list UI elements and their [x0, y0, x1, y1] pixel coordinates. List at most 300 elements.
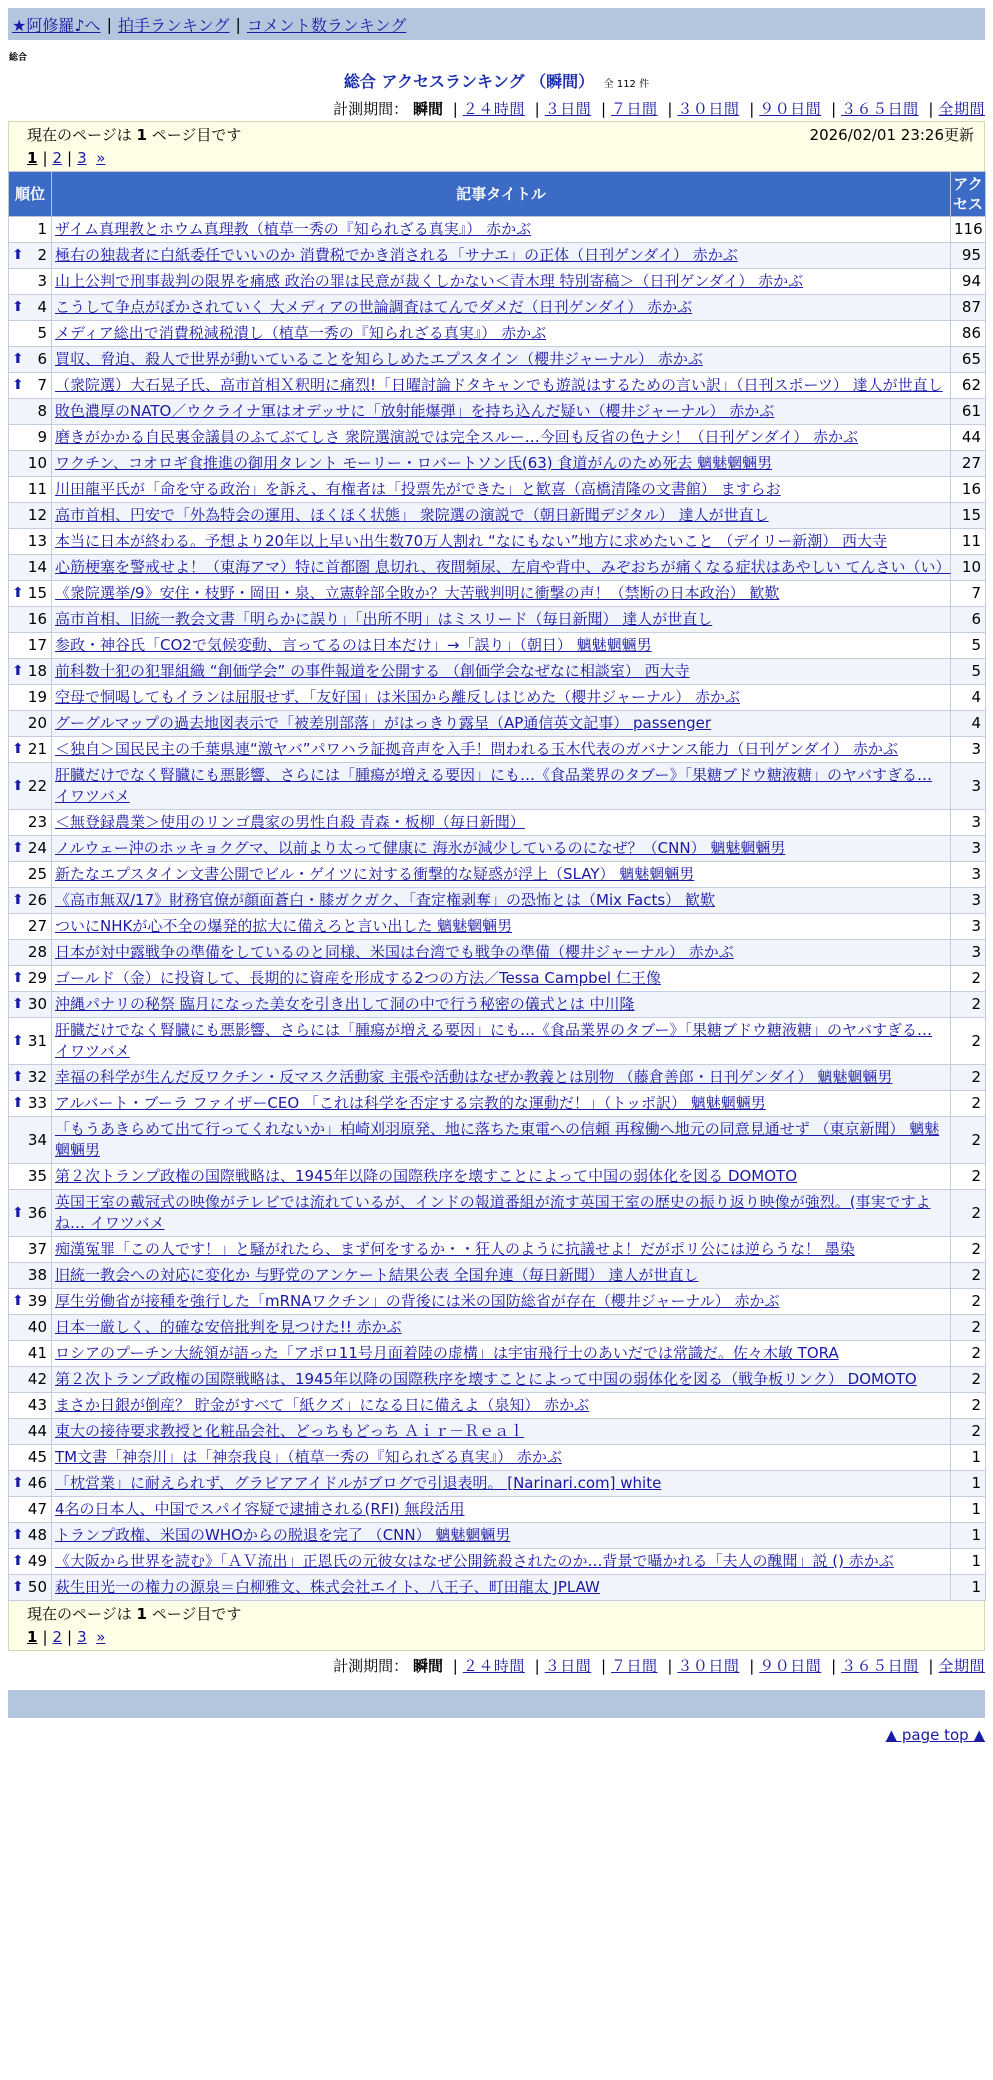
access-count: 94	[951, 269, 986, 295]
title-cell	[52, 399, 951, 425]
access-count: 27	[951, 451, 986, 477]
title-cell	[52, 737, 951, 763]
access-count: 2	[951, 1164, 986, 1190]
table-row	[9, 477, 986, 503]
table-row	[9, 1497, 986, 1523]
access-count: 1	[951, 1471, 986, 1497]
title-cell	[52, 1341, 951, 1367]
rank-number: 48	[27, 1526, 47, 1544]
access-count: 1	[951, 1523, 986, 1549]
rank-up-arrow-icon: ⬆	[12, 996, 24, 1012]
col-title-header: 記事タイトル	[52, 172, 951, 217]
rank-cell	[9, 737, 52, 763]
rank-cell	[9, 399, 52, 425]
article-title-link[interactable]: 川田龍平氏が「命を守る政治」を訴え、有権者は「投票先ができた」と歓喜（高橋清隆の文書館） ますらお	[55, 480, 781, 498]
rank-cell	[9, 763, 52, 810]
rank-up-arrow-icon: ⬆	[12, 1069, 24, 1085]
article-title-link[interactable]: 磨きがかかる自民裏金議員のふてぶてしさ 衆院選演説では完全スルー…今回も反省の色ナシ！（日刊ゲンダイ） 赤かぶ	[55, 428, 859, 446]
title-cell	[52, 1263, 951, 1289]
rank-up-arrow-icon: ⬆	[12, 1475, 24, 1491]
table-row	[9, 1549, 986, 1575]
rank-cell	[9, 1471, 52, 1497]
title-cell	[52, 966, 951, 992]
rank-number: 29	[27, 969, 47, 987]
home-link[interactable]: ★阿修羅♪へ	[12, 15, 101, 35]
rank-up-arrow-icon: ⬆	[12, 1095, 24, 1111]
rank-number: 38	[27, 1266, 47, 1284]
table-row	[9, 1471, 986, 1497]
table-row	[9, 243, 986, 269]
rank-cell	[9, 888, 52, 914]
table-row	[9, 1237, 986, 1263]
table-row	[9, 1367, 986, 1393]
title-cell	[52, 633, 951, 659]
access-count: 2	[951, 1419, 986, 1445]
title-cell	[52, 607, 951, 633]
table-row	[9, 1117, 986, 1164]
title-cell	[52, 810, 951, 836]
rank-number: 6	[37, 350, 47, 368]
period-365d[interactable]: ３６５日間	[841, 100, 919, 118]
footer-bar	[8, 1690, 985, 1718]
title-cell	[52, 451, 951, 477]
article-title-link[interactable]: TM文書「神奈川」は「神奈我良」（植草一秀の『知られざる真実』） 赤かぶ	[55, 1448, 562, 1466]
article-title-link[interactable]: ＜独自＞国民民主の千葉県連“激ヤバ”パワハラ証拠音声を入手！問われる玉木代表のガバナンス能力（日刊ゲンダイ） 赤かぶ	[55, 740, 898, 758]
next-page-link[interactable]: »	[96, 149, 106, 167]
access-count: 1	[951, 1549, 986, 1575]
title-cell	[52, 1164, 951, 1190]
col-rank-header: 順位	[9, 172, 52, 217]
table-row	[9, 1091, 986, 1117]
article-title-link[interactable]: 《高市無双/17》財務官僚が顔面蒼白・膝ガクガク、「査定権剥奪」の恐怖とは（Mix Facts） 歓歎	[55, 891, 715, 909]
article-title-link[interactable]: 心筋梗塞を警戒せよ！（東海アマ）特に首都圏 息切れ、夜間頻尿、左肩や背中、みぞおちが痛くなる症状はあやしい てんさい（い）	[55, 558, 951, 576]
rank-up-arrow-icon: ⬆	[12, 663, 24, 679]
period-30d[interactable]: ３０日間	[677, 100, 740, 118]
table-row	[9, 836, 986, 862]
period-7d[interactable]: ７日間	[611, 100, 658, 118]
title-cell	[52, 243, 951, 269]
page-1-current: 1	[27, 149, 38, 167]
table-row	[9, 399, 986, 425]
article-title-link[interactable]: メディア総出で消費税減税潰し（植草一秀の『知られざる真実』） 赤かぶ	[55, 324, 547, 342]
title-cell	[52, 1190, 951, 1237]
rank-cell	[9, 373, 52, 399]
rank-number: 16	[27, 610, 47, 628]
rank-cell	[9, 607, 52, 633]
access-count: 2	[951, 1393, 986, 1419]
page-3-link[interactable]: 3	[77, 149, 87, 167]
table-row	[9, 217, 986, 243]
article-title-link[interactable]: 新たなエプスタイン文書公開でビル・ゲイツに対する衝撃的な疑惑が浮上（SLAY） 魑魅魍魎男	[55, 865, 695, 883]
period-24h[interactable]: ２４時間	[462, 1657, 525, 1675]
clap-ranking-link[interactable]: 拍手ランキング	[117, 15, 230, 35]
article-title-link[interactable]: 《衆院選挙/9》安住・枝野・岡田・泉、立憲幹部全敗か？大苦戦判明に衝撃の声！（禁断の日本政治） 歓歎	[55, 584, 780, 602]
table-row	[9, 1315, 986, 1341]
rank-cell	[9, 966, 52, 992]
access-count: 65	[951, 347, 986, 373]
access-count: 16	[951, 477, 986, 503]
access-count: 87	[951, 295, 986, 321]
access-count: 2	[951, 1289, 986, 1315]
rank-number: 30	[27, 995, 47, 1013]
rank-up-arrow-icon: ⬆	[12, 351, 24, 367]
title-cell	[52, 217, 951, 243]
table-row	[9, 992, 986, 1018]
rank-cell	[9, 1575, 52, 1601]
title-cell	[52, 477, 951, 503]
period-all[interactable]: 全期間	[938, 1657, 985, 1675]
article-title-link[interactable]: トランプ政権、米国のWHOからの脱退を完了 （CNN） 魑魅魍魎男	[55, 1526, 511, 1544]
article-title-link[interactable]: 《大阪から世界を読む》「ＡＶ流出」正恩氏の元彼女はなぜ公開銃殺されたのか…背景で囁かれる「夫人の醜聞」説 () 赤かぶ	[55, 1552, 894, 1570]
table-row	[9, 1263, 986, 1289]
table-row	[9, 373, 986, 399]
rank-cell	[9, 1289, 52, 1315]
title-cell	[52, 685, 951, 711]
article-title-link[interactable]: 日本一厳しく、的確な安倍批判を見つけた!! 赤かぶ	[55, 1318, 402, 1336]
access-count: 3	[951, 763, 986, 810]
rank-cell	[9, 836, 52, 862]
article-title-link[interactable]: 敗色濃厚のNATO／ウクライナ軍はオデッサに「放射能爆弾」を持ち込んだ疑い（櫻井ジャーナル） 赤かぶ	[55, 402, 775, 420]
top-nav-bar	[8, 8, 985, 40]
access-count: 3	[951, 737, 986, 763]
article-title-link[interactable]: （衆院選）大石晃子氏、高市首相Ｘ釈明に痛烈!「日曜討論ドタキャンでも遊説はするための言い訳」（日刊スポーツ） 達人が世直し	[55, 376, 943, 394]
rank-cell	[9, 1263, 52, 1289]
rank-cell	[9, 243, 52, 269]
article-title-link[interactable]: グーグルマップの過去地図表示で「被差別部落」がはっきり露呈（AP通信英文記事） passenger	[55, 714, 712, 732]
table-row	[9, 1164, 986, 1190]
access-count: 3	[951, 914, 986, 940]
rank-number: 15	[27, 584, 47, 602]
rank-cell	[9, 1065, 52, 1091]
rank-number: 34	[27, 1130, 47, 1149]
period-7d[interactable]: ７日間	[611, 1657, 658, 1675]
rank-number: 32	[27, 1068, 47, 1086]
rank-number: 36	[27, 1203, 47, 1222]
rank-up-arrow-icon: ⬆	[12, 1527, 24, 1543]
rank-number: 19	[27, 688, 47, 706]
title-cell	[52, 711, 951, 737]
table-row	[9, 295, 986, 321]
rank-cell	[9, 1419, 52, 1445]
period-365d[interactable]: ３６５日間	[841, 1657, 919, 1675]
access-count: 2	[951, 992, 986, 1018]
table-row	[9, 1445, 986, 1471]
article-title-link[interactable]: 第２次トランプ政権の国際戦略は、1945年以降の国際秩序を壊すことによって中国の弱体化を図る（戦争板リンク） DOMOTO	[55, 1370, 917, 1388]
pager-bottom: 現在のページは 1 ページ目です 1 | 2 | 3 »	[8, 1601, 985, 1651]
title-cell	[52, 581, 951, 607]
rank-cell	[9, 1549, 52, 1575]
article-title-link[interactable]: 極右の独裁者に白紙委任でいいのか 消費税でかき消される「サナエ」の正体（日刊ゲンダイ） 赤かぶ	[55, 246, 738, 264]
title-cell	[52, 295, 951, 321]
access-count: 116	[951, 217, 986, 243]
table-row	[9, 555, 986, 581]
access-count: 15	[951, 503, 986, 529]
title-cell	[52, 1065, 951, 1091]
period-30d[interactable]: ３０日間	[677, 1657, 740, 1675]
article-title-link[interactable]: ノルウェー沖のホッキョクグマ、以前より太って健康に 海氷が減少しているのになぜ？（CNN） 魑魅魍魎男	[55, 839, 786, 857]
table-row	[9, 711, 986, 737]
title-cell	[52, 1393, 951, 1419]
table-row	[9, 862, 986, 888]
updated-timestamp: 2026/02/01 23:26更新	[809, 126, 974, 144]
rank-number: 49	[27, 1552, 47, 1570]
access-count: 5	[951, 659, 986, 685]
table-row	[9, 1575, 986, 1601]
article-title-link[interactable]: 東大の接待要求教授と化粧品会社、どっちもどっち Ａｉｒ－Ｒｅａｌ	[55, 1422, 525, 1440]
access-count: 2	[951, 1263, 986, 1289]
title-cell	[52, 1289, 951, 1315]
title-cell	[52, 888, 951, 914]
title-cell	[52, 1117, 951, 1164]
article-title-link[interactable]: ついにNHKが心不全の爆発的拡大に備えろと言い出した 魑魅魍魎男	[55, 917, 513, 935]
article-title-link[interactable]: 日本が対中露戦争の準備をしているのと同様、米国は台湾でも戦争の準備（櫻井ジャーナル） 赤かぶ	[55, 943, 734, 961]
rank-number: 26	[27, 891, 47, 909]
rank-up-arrow-icon: ⬆	[12, 1204, 24, 1221]
rank-up-arrow-icon: ⬆	[12, 247, 24, 263]
rank-number: 5	[37, 324, 47, 342]
table-row	[9, 940, 986, 966]
rank-number: 10	[27, 454, 47, 472]
access-count: 2	[951, 1091, 986, 1117]
article-title-link[interactable]: 第２次トランプ政権の国際戦略は、1945年以降の国際秩序を壊すことによって中国の弱体化を図る DOMOTO	[55, 1167, 798, 1185]
article-title-link[interactable]: 買収、脅迫、殺人で世界が動いていることを知らしめたエプスタイン（櫻井ジャーナル） 赤かぶ	[55, 350, 703, 368]
rank-cell	[9, 1164, 52, 1190]
current-page-text: 現在のページは 1 ページ目です	[27, 126, 242, 144]
article-title-link[interactable]: 高市首相、旧統一教会文書「明らかに誤り」「出所不明」はミスリード（毎日新聞） 達人が世直し	[55, 610, 713, 628]
table-row	[9, 347, 986, 373]
access-count: 95	[951, 243, 986, 269]
period-3d[interactable]: ３日間	[544, 100, 592, 118]
table-row	[9, 737, 986, 763]
title-cell	[52, 763, 951, 810]
table-row	[9, 1190, 986, 1237]
rank-cell	[9, 1445, 52, 1471]
rank-cell	[9, 1190, 52, 1237]
rank-up-arrow-icon: ⬆	[12, 1032, 24, 1049]
table-row	[9, 914, 986, 940]
table-row	[9, 529, 986, 555]
period-3d[interactable]: ３日間	[544, 1657, 592, 1675]
comment-ranking-link[interactable]: コメント数ランキング	[246, 15, 407, 35]
pager-top: 現在のページは 1 ページ目です 2026/02/01 23:26更新 1 | 2 | 3 »	[8, 121, 985, 171]
access-count: 2	[951, 1065, 986, 1091]
title-cell	[52, 862, 951, 888]
access-count: 2	[951, 1237, 986, 1263]
article-title-link[interactable]: 沖縄パナリの秘祭 臨月になった美女を引き出して洞の中で行う秘密の儀式とは 中川隆	[55, 995, 635, 1013]
access-count: 2	[951, 1190, 986, 1237]
page-2-link[interactable]: 2	[52, 1628, 63, 1646]
article-title-link[interactable]: ＜無登録農業＞使用のリンゴ農家の男性自殺 青森・板柳（毎日新聞）	[55, 813, 525, 831]
col-access-header: アクセス	[951, 172, 986, 217]
next-page-link[interactable]: »	[96, 1628, 106, 1646]
rank-number: 42	[27, 1370, 47, 1388]
access-count: 86	[951, 321, 986, 347]
article-title-link[interactable]: こうして争点がぼかされていく 大メディアの世論調査はてんでダメだ（日刊ゲンダイ） 赤かぶ	[55, 298, 693, 316]
rank-cell	[9, 347, 52, 373]
period-label: 計測期間：	[333, 1657, 409, 1675]
article-title-link[interactable]: 空母で恫喝してもイランは屈服せず、「友好国」は米国から離反しはじめた（櫻井ジャーナル） 赤かぶ	[55, 688, 741, 706]
access-count: 2	[951, 966, 986, 992]
access-count: 3	[951, 810, 986, 836]
table-row	[9, 659, 986, 685]
access-count: 1	[951, 1445, 986, 1471]
title-cell	[52, 940, 951, 966]
rank-number: 17	[27, 636, 47, 654]
period-label: 計測期間：	[333, 100, 409, 118]
title-cell	[52, 1367, 951, 1393]
article-title-link[interactable]: 「もうあきらめて出て行ってくれないか」柏崎刈羽原発、地に落ちた東電への信頼 再稼働へ地元の同意見通せず （東京新聞） 魑魅魍魎男	[55, 1120, 940, 1159]
title-cell	[52, 321, 951, 347]
rank-up-arrow-icon: ⬆	[12, 777, 24, 794]
page-3-link[interactable]: 3	[77, 1628, 87, 1646]
access-count: 7	[951, 581, 986, 607]
title-cell	[52, 1419, 951, 1445]
article-title-link[interactable]: 前科数十犯の犯罪組織 “創価学会” の事件報道を公開する （創価学会なぜなに相談室） 西大寺	[55, 662, 690, 680]
rank-cell	[9, 810, 52, 836]
access-count: 3	[951, 940, 986, 966]
title-cell	[52, 1523, 951, 1549]
article-title-link[interactable]: まさか日銀が倒産？ 貯金がすべて「紙クズ」になる日に備えよ（泉知） 赤かぶ	[55, 1396, 590, 1414]
period-90d[interactable]: ９０日間	[759, 1657, 822, 1675]
period-current: 瞬間	[412, 100, 443, 118]
rank-cell	[9, 1367, 52, 1393]
page-1-current: 1	[27, 1628, 38, 1646]
rank-cell	[9, 1523, 52, 1549]
access-count: 3	[951, 862, 986, 888]
title-cell	[52, 529, 951, 555]
rank-number: 37	[27, 1240, 47, 1258]
article-title-link[interactable]: 幸福の科学が生んだ反ワクチン・反マスク活動家 主張や活動はなぜか教義とは別物 （藤倉善郎・日刊ゲンダイ） 魑魅魍魎男	[55, 1068, 893, 1086]
rank-number: 41	[27, 1344, 47, 1362]
title-cell	[52, 1315, 951, 1341]
current-page-text: 現在のページは 1 ページ目です	[27, 1605, 242, 1623]
rank-cell	[9, 914, 52, 940]
rank-cell	[9, 477, 52, 503]
article-title-link[interactable]: 英国王室の戴冠式の映像がテレビでは流れているが、インドの報道番組が流す英国王室の歴史の振り返り映像が強烈。(事実ですよね… イワツバメ	[55, 1193, 931, 1232]
rank-cell	[9, 1393, 52, 1419]
article-title-link[interactable]: 高市首相、円安で「外為特会の運用、ほくほく状態」 衆院選の演説で（朝日新聞デジタル） 達人が世直し	[55, 506, 769, 524]
table-row	[9, 607, 986, 633]
title-cell	[52, 1237, 951, 1263]
rank-number: 4	[37, 298, 47, 316]
article-title-link[interactable]: 肝臓だけでなく腎臓にも悪影響、さらには「腫瘍が増える要因」にも…《食品業界のタブー》「果糖ブドウ糖液糖」のヤバすぎる… イワツバメ	[55, 766, 933, 805]
rank-cell	[9, 217, 52, 243]
rank-cell	[9, 555, 52, 581]
article-title-link[interactable]: 厚生労働省が接種を強行した「mRNAワクチン」の背後には米の国防総省が存在（櫻井ジャーナル） 赤かぶ	[55, 1292, 780, 1310]
article-title-link[interactable]: ロシアのプーチン大統領が語った「アポロ11号月面着陸の虚構」は宇宙飛行士のあいだでは常識だ。佐々木敏 TORA	[55, 1344, 839, 1362]
article-title-link[interactable]: ザイム真理教とホウム真理教（植草一秀の『知られざる真実』） 赤かぶ	[55, 220, 532, 238]
period-current: 瞬間	[412, 1657, 443, 1675]
rank-up-arrow-icon: ⬆	[12, 585, 24, 601]
article-title-link[interactable]: 旧統一教会への対応に変化か 与野党のアンケート結果公表 全国弁連（毎日新聞） 達人が世直し	[55, 1266, 699, 1284]
rank-number: 3	[37, 272, 47, 290]
access-count: 2	[951, 1117, 986, 1164]
rank-number: 31	[27, 1031, 47, 1050]
rank-number: 18	[27, 662, 47, 680]
title-cell	[52, 914, 951, 940]
rank-cell	[9, 1237, 52, 1263]
table-row	[9, 1341, 986, 1367]
article-title-link[interactable]: 参政・神谷氏「CO2で気候変動、言ってるのは日本だけ」→「誤り」（朝日） 魑魅魍魎男	[55, 636, 652, 654]
total-count: 全 112 件	[603, 79, 650, 90]
article-title-link[interactable]: 萩生田光一の権力の源泉＝白柳雅文、株式会社エイト、八王子、町田龍太 JPLAW	[55, 1578, 600, 1596]
table-row	[9, 1523, 986, 1549]
title-cell	[52, 1091, 951, 1117]
page-title: 総合 アクセスランキング （瞬間）	[343, 72, 595, 91]
title-cell	[52, 555, 951, 581]
rank-up-arrow-icon: ⬆	[12, 1579, 24, 1595]
title-cell	[52, 1497, 951, 1523]
title-cell	[52, 373, 951, 399]
article-title-link[interactable]: 肝臓だけでなく腎臓にも悪影響、さらには「腫瘍が増える要因」にも…《食品業界のタブー》「果糖ブドウ糖液糖」のヤバすぎる… イワツバメ	[55, 1021, 933, 1060]
rank-cell	[9, 1018, 52, 1065]
period-24h[interactable]: ２４時間	[462, 100, 525, 118]
rank-number: 9	[37, 428, 47, 446]
rank-number: 22	[27, 776, 47, 795]
table-row	[9, 685, 986, 711]
title-cell	[52, 1575, 951, 1601]
rank-up-arrow-icon: ⬆	[12, 741, 24, 757]
rank-up-arrow-icon: ⬆	[12, 377, 24, 393]
access-count: 44	[951, 425, 986, 451]
period-all[interactable]: 全期間	[938, 100, 985, 118]
access-count: 11	[951, 529, 986, 555]
rank-cell	[9, 1497, 52, 1523]
ranking-table	[8, 171, 986, 1601]
rank-cell	[9, 1091, 52, 1117]
rank-cell	[9, 685, 52, 711]
article-title-link[interactable]: 本当に日本が終わる。予想より20年以上早い出生数70万人割れ “なにもない”地方に求めたいこと （デイリー新潮） 西大寺	[55, 532, 887, 550]
rank-number: 13	[27, 532, 47, 550]
rank-cell	[9, 425, 52, 451]
title-cell	[52, 1018, 951, 1065]
rank-number: 45	[27, 1448, 47, 1466]
table-row	[9, 1393, 986, 1419]
table-row	[9, 451, 986, 477]
period-selector-bottom: 計測期間： 瞬間 | ２４時間 | ３日間 | ７日間 | ３０日間 | ９０日間 | ３６５日間 | 全期間	[333, 1657, 985, 1675]
rank-cell	[9, 451, 52, 477]
rank-number: 12	[27, 506, 47, 524]
access-count: 6	[951, 607, 986, 633]
rank-number: 21	[27, 740, 47, 758]
table-row	[9, 633, 986, 659]
rank-number: 28	[27, 943, 47, 961]
access-count: 1	[951, 1575, 986, 1601]
period-90d[interactable]: ９０日間	[759, 100, 822, 118]
article-title-link[interactable]: 山上公判で刑事裁判の限界を痛感 政治の罪は民意が裁くしかない＜青木理 特別寄稿＞（日刊ゲンダイ） 赤かぶ	[55, 272, 804, 290]
page-2-link[interactable]: 2	[52, 149, 63, 167]
article-title-link[interactable]: 痴漢冤罪「この人です！」と騒がれたら、まず何をするか・・狂人のように抗議せよ！だがポリ公には逆らうな！ 墨染	[55, 1240, 855, 1258]
article-title-link[interactable]: ワクチン、コオロギ食推進の御用タレント モーリー・ロバートソン氏(63) 食道がんのため死去 魑魅魍魎男	[55, 454, 773, 472]
table-row	[9, 1065, 986, 1091]
rank-number: 1	[37, 220, 47, 238]
access-count: 2	[951, 1367, 986, 1393]
access-count: 2	[951, 1018, 986, 1065]
access-count: 3	[951, 836, 986, 862]
article-title-link[interactable]: 4名の日本人、中国でスパイ容疑で逮捕される(RFI) 無段活用	[55, 1500, 465, 1518]
rank-number: 43	[27, 1396, 47, 1414]
table-row	[9, 1419, 986, 1445]
page-top-link[interactable]: ▲ page top ▲	[885, 1726, 985, 1744]
article-title-link[interactable]: ゴールド（金）に投資して、長期的に資産を形成する2つの方法／Tessa Campbel 仁王像	[55, 969, 661, 987]
rank-number: 20	[27, 714, 47, 732]
rank-number: 7	[37, 376, 47, 394]
table-row	[9, 1289, 986, 1315]
table-row	[9, 321, 986, 347]
article-title-link[interactable]: 「枕営業」に耐えられず、グラビアアイドルがブログで引退表明。 [Narinari.com] white	[55, 1474, 662, 1492]
article-title-link[interactable]: アルバート・ブーラ ファイザーCEO 「これは科学を否定する宗教的な運動だ！」（トッポ訳） 魑魅魍魎男	[55, 1094, 766, 1112]
table-row	[9, 763, 986, 810]
